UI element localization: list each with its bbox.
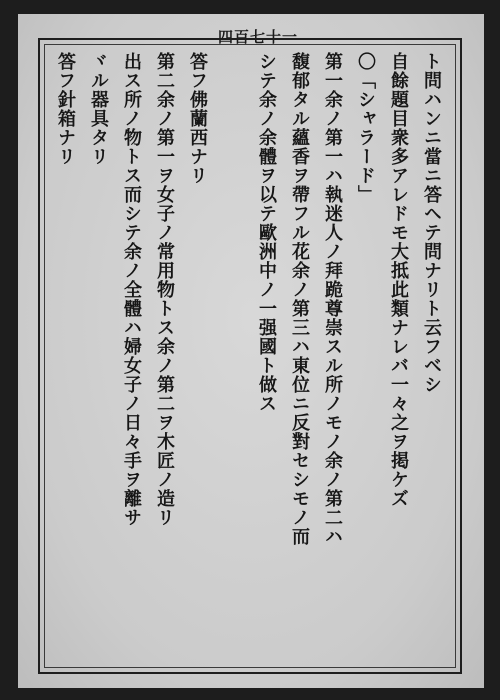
book-page — [18, 14, 484, 688]
page-number: 四百七十一 — [218, 28, 299, 46]
text-line-answer: 答フ佛蘭西ナリ — [187, 52, 208, 185]
text-line: 第一余ノ第一ハ執迷人ノ拜跪尊崇スル所ノモノ余ノ第二ハ — [322, 52, 343, 546]
text-line: 馥郁タル蘊香ヲ帶フル花余ノ第三ハ東位ニ反對セシモノ而 — [289, 52, 310, 546]
vertical-text-body — [49, 52, 448, 632]
text-line: ヾル器具タリ — [88, 52, 109, 166]
text-line: ト問ハンニ當ニ答ヘテ問ナリト云フベシ — [421, 52, 442, 394]
text-line: シテ余ノ余體ヲ以テ歐洲中ノ一强國ト做ス — [256, 52, 277, 413]
text-line: 出ス所ノ物トス而シテ余ノ全體ハ婦女子ノ日々手ヲ離サ — [121, 52, 142, 527]
text-line: 第二余ノ第一ヲ女子ノ常用物トス余ノ第二ヲ木匠ノ造リ — [154, 52, 175, 527]
text-line: 自餘題目衆多アレドモ大抵此類ナレバ一々之ヲ掲ケズ — [388, 52, 409, 508]
text-line: 〇「シャラード」 — [355, 52, 376, 204]
text-line-answer: 答フ針箱ナリ — [55, 52, 76, 166]
